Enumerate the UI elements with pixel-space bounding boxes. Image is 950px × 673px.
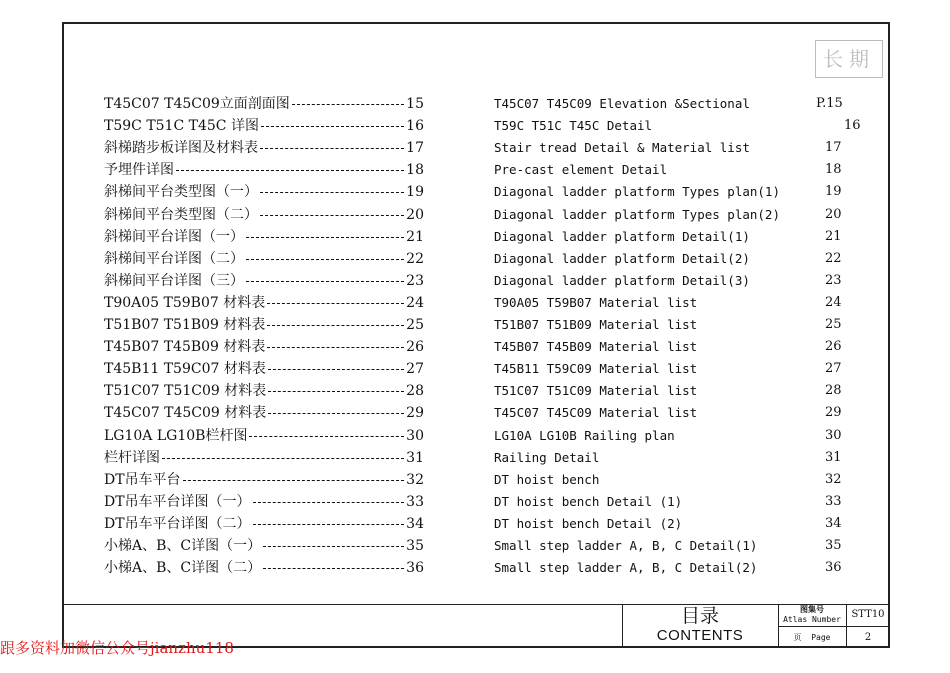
- contents-title-cn: T51C07 T51C09 材料表: [104, 383, 267, 400]
- contents-title-cn: 斜梯间平台详图（二）: [104, 250, 244, 267]
- leader-line: [263, 557, 404, 569]
- contents-title-cn: T45C07 T45C09 材料表: [104, 405, 267, 422]
- leader-line: [268, 380, 404, 392]
- contents-page-en: 20: [825, 206, 842, 222]
- contents-page-en: 24: [825, 294, 842, 310]
- contents-page-cn: 32: [406, 471, 424, 488]
- contents-row-en: [494, 314, 864, 336]
- leader-line: [292, 93, 404, 105]
- contents-row-en: [494, 93, 864, 115]
- leader-line: [263, 535, 404, 547]
- contents-page-en: 26: [825, 339, 842, 355]
- contents-page-en: 35: [825, 538, 842, 553]
- watermark-text: 跟多资料加微信公众号jianzhu118: [0, 639, 234, 657]
- atlas-number-label-cn: 图集号: [800, 604, 824, 614]
- contents-row-cn: [104, 425, 424, 447]
- contents-title-cn: 斜梯间平台详图（三）: [104, 272, 244, 289]
- contents-row-cn: [104, 314, 424, 336]
- contents-title-cn: 栏杆详图: [104, 449, 160, 466]
- contents-title-cn: DT吊车平台详图（二）: [104, 515, 251, 532]
- contents-row-cn: [104, 137, 424, 159]
- contents-page-en: 29: [825, 405, 842, 421]
- contents-page-en: 23: [825, 272, 842, 288]
- contents-title-en: T59C T51C T45C Detail: [494, 118, 653, 134]
- contents-page-en: 22: [825, 250, 842, 266]
- contents-title-cn: 斜梯间平台类型图（一）: [104, 184, 258, 201]
- contents-title-en: Diagonal ladder platform Types plan(1): [494, 184, 780, 200]
- contents-title-cn: T45C07 T45C09立面剖面图: [104, 96, 290, 112]
- contents-row-cn: [104, 513, 424, 535]
- contents-row-en: [494, 270, 864, 292]
- contents-row-cn: [104, 204, 424, 226]
- contents-page-cn: 20: [406, 206, 424, 223]
- page-label-en: Page: [811, 633, 831, 642]
- atlas-number-value: STT10: [851, 609, 885, 620]
- contents-page-en: 27: [825, 361, 842, 377]
- contents-title-cn: T90A05 T59B07 材料表: [104, 294, 266, 311]
- contents-page-cn: 33: [406, 493, 424, 510]
- title-block-title-cn: 目录: [680, 605, 719, 627]
- contents-page-cn: 23: [406, 272, 424, 289]
- contents-row-cn: [104, 557, 424, 579]
- contents-title-en: T51B07 T51B09 Material list: [494, 317, 698, 332]
- contents-page-en: 31: [825, 449, 842, 465]
- contents-title-en: Diagonal ladder platform Detail(3): [494, 272, 750, 288]
- contents-title-en: Diagonal ladder platform Types plan(2): [494, 206, 780, 222]
- contents-page-cn: 22: [406, 250, 424, 267]
- leader-line: [267, 336, 404, 348]
- contents-page-cn: 29: [406, 405, 424, 422]
- page-label-cn: 页: [793, 633, 802, 642]
- leader-line: [246, 270, 404, 282]
- contents-page-cn: 16: [406, 118, 424, 135]
- contents-row-en: [494, 513, 864, 535]
- contents-title-en: Diagonal ladder platform Detail(2): [494, 250, 750, 266]
- contents-title-cn: T45B11 T59C07 材料表: [104, 361, 266, 378]
- contents-title-cn: DT吊车平台: [104, 471, 181, 488]
- contents-page-cn: 21: [406, 228, 424, 245]
- leader-line: [267, 292, 404, 304]
- contents-page-cn: 28: [406, 383, 424, 400]
- contents-row-cn: [104, 248, 424, 270]
- contents-page-cn: 17: [406, 140, 424, 157]
- leader-line: [176, 159, 404, 171]
- contents-title-en: Small step ladder A, B, C Detail(1): [494, 538, 758, 553]
- contents-title-cn: T51B07 T51B09 材料表: [104, 317, 266, 333]
- leader-line: [260, 181, 404, 193]
- contents-title-en: T51C07 T51C09 Material list: [494, 383, 698, 399]
- stamp-mark: 长期: [815, 40, 883, 78]
- contents-title-en: DT hoist bench: [494, 471, 600, 487]
- contents-title-cn: T59C T51C T45C 详图: [104, 118, 259, 135]
- contents-title-en: LG10A LG10B Railing plan: [494, 427, 675, 443]
- leader-line: [183, 469, 404, 481]
- contents-title-cn: 斜梯间平台详图（一）: [104, 228, 244, 245]
- contents-title-en: DT hoist bench Detail (2): [494, 515, 683, 531]
- contents-page-cn: 35: [406, 538, 424, 554]
- contents-row-en: [494, 137, 864, 159]
- contents-page-en: P.15: [816, 96, 843, 111]
- leader-line: [268, 402, 404, 414]
- contents-page-cn: 15: [406, 96, 424, 112]
- contents-row-cn: [104, 270, 424, 292]
- contents-page-en: 21: [825, 228, 842, 244]
- leader-line: [246, 226, 404, 238]
- contents-title-cn: 予埋件详图: [104, 162, 174, 179]
- contents-page-en: 16: [844, 118, 861, 134]
- atlas-number-label-en: Atlas Number: [783, 615, 841, 624]
- contents-page-cn: 31: [406, 449, 424, 466]
- page-number-value: 2: [864, 632, 872, 643]
- leader-line: [162, 447, 404, 459]
- contents-title-en: T45B07 T45B09 Material list: [494, 339, 698, 355]
- contents-title-en: Railing Detail: [494, 449, 600, 465]
- contents-title-en: Diagonal ladder platform Detail(1): [494, 228, 750, 244]
- contents-page-cn: 27: [406, 361, 424, 378]
- contents-page-cn: 25: [406, 317, 424, 333]
- contents-row-cn: [104, 181, 424, 203]
- contents-page-en: 32: [825, 471, 842, 487]
- contents-row-en: [494, 469, 864, 491]
- contents-page-en: 28: [825, 383, 842, 399]
- contents-page-en: 30: [825, 427, 842, 443]
- contents-row-cn: [104, 447, 424, 469]
- contents-title-cn: 小梯A、B、C详图（一）: [104, 538, 262, 554]
- leader-line: [249, 425, 404, 437]
- contents-row-en: [494, 248, 864, 270]
- contents-page-en: 25: [825, 317, 842, 332]
- contents-page-cn: 19: [406, 184, 424, 201]
- contents-title-cn: DT吊车平台详图（一）: [104, 493, 251, 510]
- contents-title-cn: T45B07 T45B09 材料表: [104, 339, 266, 356]
- leader-line: [267, 314, 404, 326]
- leader-line: [268, 358, 404, 370]
- contents-title-en: DT hoist bench Detail (1): [494, 493, 683, 509]
- contents-title-en: Small step ladder A, B, C Detail(2): [494, 560, 758, 576]
- contents-row-en: [494, 204, 864, 226]
- contents-page-en: 19: [825, 184, 842, 200]
- contents-row-en: [494, 159, 864, 181]
- contents-row-en: [494, 115, 864, 137]
- contents-row-en: [494, 292, 864, 314]
- contents-title-en: T45C07 T45C09 Material list: [494, 405, 698, 421]
- contents-row-cn: [104, 380, 424, 402]
- leader-line: [246, 248, 404, 260]
- contents-row-en: [494, 535, 864, 557]
- contents-title-en: T45B11 T59C09 Material list: [494, 361, 698, 377]
- contents-row-cn: [104, 115, 424, 137]
- contents-page-en: 17: [825, 140, 842, 156]
- leader-line: [253, 513, 404, 525]
- contents-title-cn: 小梯A、B、C详图（二）: [104, 560, 262, 577]
- contents-row-cn: [104, 336, 424, 358]
- contents-row-en: [494, 425, 864, 447]
- contents-page-cn: 36: [406, 560, 424, 577]
- contents-page-cn: 24: [406, 294, 424, 311]
- page-label: [778, 627, 846, 648]
- contents-row-cn: [104, 535, 424, 557]
- leader-line: [261, 115, 404, 127]
- contents-title-cn: 斜梯间平台类型图（二）: [104, 206, 258, 223]
- contents-page-en: 18: [825, 162, 842, 178]
- contents-page-cn: 30: [406, 427, 424, 444]
- contents-page-cn: 34: [406, 515, 424, 532]
- contents-row-en: [494, 336, 864, 358]
- contents-row-cn: [104, 226, 424, 248]
- contents-title-en: T90A05 T59B07 Material list: [494, 294, 698, 310]
- contents-row-en: [494, 181, 864, 203]
- contents-title-en: Pre-cast element Detail: [494, 162, 668, 178]
- leader-line: [260, 137, 404, 149]
- title-block-title-en: CONTENTS: [656, 627, 744, 644]
- contents-row-en: [494, 491, 864, 513]
- contents-row-en: [494, 557, 864, 579]
- contents-title-en: T45C07 T45C09 Elevation &Sectional: [494, 96, 750, 111]
- contents-row-en: [494, 380, 864, 402]
- contents-row-en: [494, 402, 864, 424]
- contents-row-cn: [104, 93, 424, 115]
- contents-title-cn: 斜梯踏步板详图及材料表: [104, 140, 258, 157]
- contents-row-cn: [104, 292, 424, 314]
- leader-line: [253, 491, 404, 503]
- contents-row-en: [494, 226, 864, 248]
- contents-row-en: [494, 358, 864, 380]
- contents-page-cn: 26: [406, 339, 424, 356]
- contents-row-en: [494, 447, 864, 469]
- contents-row-cn: [104, 469, 424, 491]
- contents-row-cn: [104, 159, 424, 181]
- contents-title-en: Stair tread Detail & Material list: [494, 140, 750, 156]
- contents-page-en: 36: [825, 560, 842, 576]
- contents-row-cn: [104, 358, 424, 380]
- contents-page-cn: 18: [406, 162, 424, 179]
- leader-line: [260, 204, 404, 216]
- contents-row-cn: [104, 402, 424, 424]
- contents-row-cn: [104, 491, 424, 513]
- contents-page-en: 34: [825, 515, 842, 531]
- contents-page-en: 33: [825, 493, 842, 509]
- contents-title-cn: LG10A LG10B栏杆图: [104, 427, 248, 444]
